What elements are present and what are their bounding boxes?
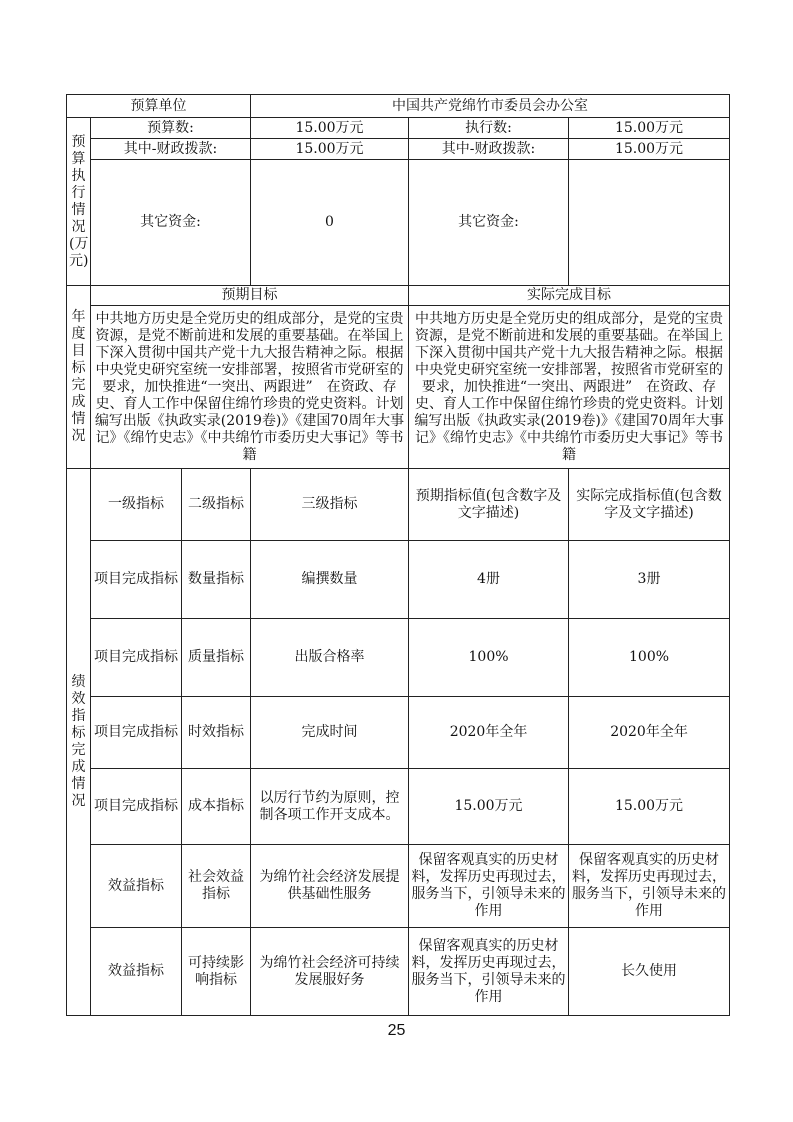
row-level2: 成本指标 xyxy=(182,769,251,845)
row-level1: 项目完成指标 xyxy=(91,541,182,619)
row-actual: 保留客观真实的历史材料，发挥历史再现过去，服务当下，引领导未来的作用 xyxy=(569,845,730,928)
row-actual: 2020年全年 xyxy=(569,697,730,769)
actual-target-text: 中共地方历史是全党历史的组成部分，是党的宝贵资源，是党不断前进和发展的重要基础。在举国上下深入贯彻中国共产党十九大报告精神之际。根据中央党史研究室统一安排部署，按照省市党研室的要求，加快推进“一突出、两跟进” 在资政、存史、育人工作中保留住绵竹珍贵的党史资料。计划编写出版《执政实录(2019卷)》《建国70周年大事记》《绵竹史志》《中共绵竹市委历史大事记》等书籍 xyxy=(409,306,730,469)
row-expected: 15.00万元 xyxy=(409,769,569,845)
row-level3: 为绵竹社会经济可持续发展服好务 xyxy=(251,928,409,1016)
row-level3: 以厉行节约为原则，控制各项工作开支成本。 xyxy=(251,769,409,845)
header-level1: 一级指标 xyxy=(91,469,182,541)
row-expected: 4册 xyxy=(409,541,569,619)
header-level2: 二级指标 xyxy=(182,469,251,541)
row-level2: 时效指标 xyxy=(182,697,251,769)
row-level2: 质量指标 xyxy=(182,619,251,697)
header-level3: 三级指标 xyxy=(251,469,409,541)
other-funds-value-actual xyxy=(569,160,730,286)
row-level2: 可持续影响指标 xyxy=(182,928,251,1016)
fiscal-value-actual: 15.00万元 xyxy=(569,139,730,160)
annual-side-label: 年度目标完成情况 xyxy=(67,286,91,469)
other-funds-value: 0 xyxy=(251,160,409,286)
row-level3: 编撰数量 xyxy=(251,541,409,619)
row-actual: 15.00万元 xyxy=(569,769,730,845)
budget-side-label: 预算执行情况(万元) xyxy=(67,118,91,286)
row-level1: 效益指标 xyxy=(91,845,182,928)
header-actual: 实际完成指标值(包含数字及文字描述) xyxy=(569,469,730,541)
expected-target-header: 预期目标 xyxy=(91,286,409,306)
actual-target-header: 实际完成目标 xyxy=(409,286,730,306)
budget-value: 15.00万元 xyxy=(251,118,409,139)
row-actual: 长久使用 xyxy=(569,928,730,1016)
performance-side-label: 绩效指标完成情况 xyxy=(67,469,91,1016)
row-level2: 社会效益指标 xyxy=(182,845,251,928)
row-expected: 保留客观真实的历史材料，发挥历史再现过去，服务当下，引领导未来的作用 xyxy=(409,845,569,928)
other-funds-label-actual: 其它资金: xyxy=(409,160,569,286)
page-number: 25 xyxy=(387,1022,406,1039)
budget-label: 预算数: xyxy=(91,118,251,139)
row-level1: 项目完成指标 xyxy=(91,619,182,697)
fiscal-label-actual: 其中-财政拨款: xyxy=(409,139,569,160)
unit-value: 中国共产党绵竹市委员会办公室 xyxy=(251,95,730,118)
row-actual: 3册 xyxy=(569,541,730,619)
row-level1: 效益指标 xyxy=(91,928,182,1016)
row-level3: 出版合格率 xyxy=(251,619,409,697)
row-level1: 项目完成指标 xyxy=(91,769,182,845)
row-expected: 100% xyxy=(409,619,569,697)
row-expected: 保留客观真实的历史材料，发挥历史再现过去，服务当下，引领导未来的作用 xyxy=(409,928,569,1016)
expected-target-text: 中共地方历史是全党历史的组成部分，是党的宝贵资源，是党不断前进和发展的重要基础。在举国上下深入贯彻中国共产党十九大报告精神之际。根据中央党史研究室统一安排部署，按照省市党研室的要求，加快推进“一突出、两跟进” 在资政、存史、育人工作中保留住绵竹珍贵的党史资料。计划编写出版《执政实录(2019卷)》《建国70周年大事记》《绵竹史志》《中共绵竹市委历史大事记》等书籍 xyxy=(91,306,409,469)
row-level3: 为绵竹社会经济发展提供基础性服务 xyxy=(251,845,409,928)
other-funds-label: 其它资金: xyxy=(91,160,251,286)
exec-label: 执行数: xyxy=(409,118,569,139)
header-expected: 预期指标值(包含数字及文字描述) xyxy=(409,469,569,541)
row-actual: 100% xyxy=(569,619,730,697)
exec-value: 15.00万元 xyxy=(569,118,730,139)
row-level1: 项目完成指标 xyxy=(91,697,182,769)
row-level3: 完成时间 xyxy=(251,697,409,769)
unit-label: 预算单位 xyxy=(67,95,251,118)
fiscal-value: 15.00万元 xyxy=(251,139,409,160)
row-level2: 数量指标 xyxy=(182,541,251,619)
row-expected: 2020年全年 xyxy=(409,697,569,769)
performance-table xyxy=(66,94,730,1016)
fiscal-label: 其中-财政拨款: xyxy=(91,139,251,160)
